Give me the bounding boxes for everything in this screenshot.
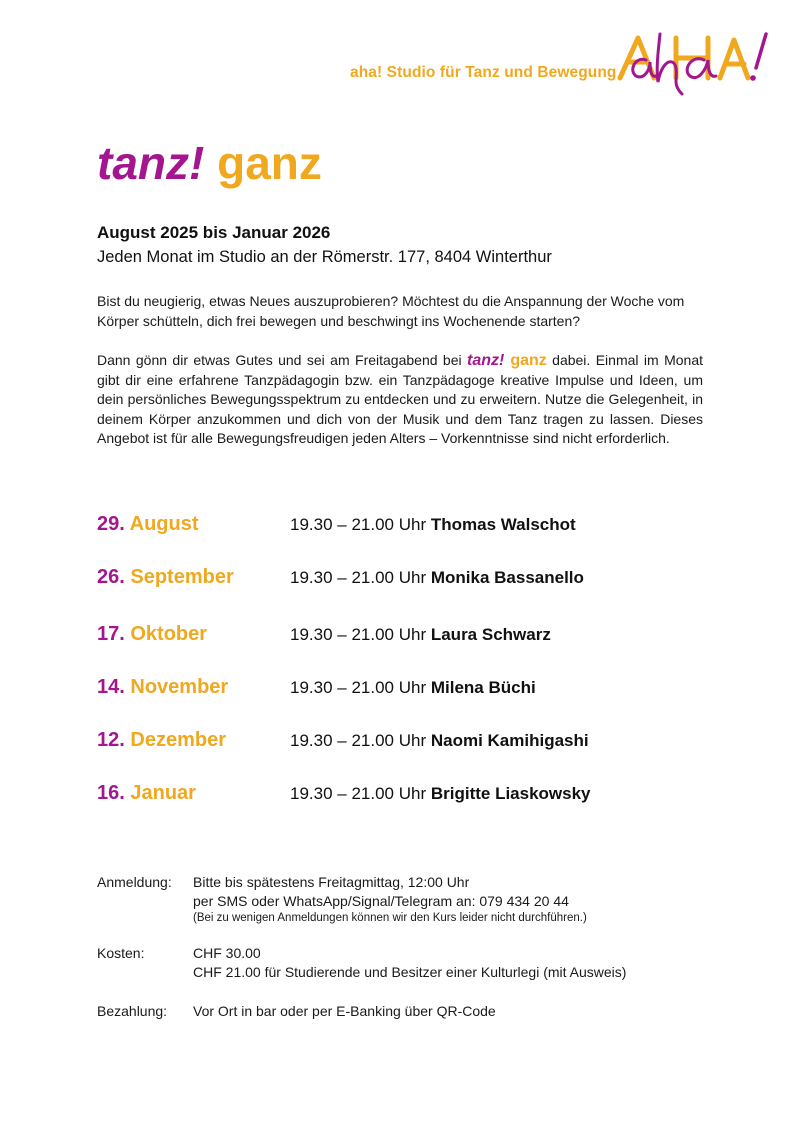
payment-label: Bezahlung: [97,1003,168,1019]
schedule-row [97,729,717,755]
title-part-tanz: tanz! [97,137,205,189]
schedule-day: 29. [97,513,125,535]
schedule-time-range: 19.30 – 21.00 Uhr [290,568,427,587]
schedule-date [97,676,228,699]
costs-reduced: CHF 21.00 für Studierende und Besitzer einer Kulturlegi (mit Ausweis) [193,964,627,980]
aha-logo [616,30,772,98]
registration-contact: per SMS oder WhatsApp/Signal/Telegram an: 079 434 20 44 [193,893,569,909]
schedule-date [97,623,207,646]
schedule-month: August [129,513,199,535]
period: August 2025 bis Januar 2026 [97,223,331,242]
schedule-month: November [130,676,229,698]
costs-regular: CHF 30.00 [193,945,261,961]
schedule-day: 26. [97,566,125,588]
schedule-row [97,513,717,539]
schedule-time [290,515,576,535]
schedule-day: 12. [97,729,125,751]
description-text-after: dabei. Einmal im Monat gibt dir eine erfahrene Tanzpädagogin bzw. ein Tanzpädagoge kreative Impulse und Ideen, um dein persönliches Bewegungsspektrum zu entdecken und zu erweitern. Nutze die Gelegenheit, in deinem Körper anzukommen und dich von der Musik und dem Tanz tragen zu lassen. Dieses Angebot ist für alle Bewegungsfreudigen jeden Alters – Vorkenntnisse sind nicht erforderlich. [97,352,703,447]
schedule-teacher: Laura Schwarz [430,625,551,644]
schedule-day: 17. [97,623,125,645]
title-part-ganz: ganz [217,137,322,189]
schedule-teacher: Brigitte Liaskowsky [430,784,591,803]
inline-brand-tanz: tanz! [467,352,505,369]
schedule-teacher: Thomas Walschot [430,515,576,534]
schedule-date [97,566,234,589]
registration-note: (Bei zu wenigen Anmeldungen können wir den Kurs leider nicht durchführen.) [193,912,587,924]
schedule-month: Oktober [130,623,208,645]
inline-brand [467,352,547,369]
studio-name: aha! Studio für Tanz und Bewegung [350,64,617,81]
schedule-month: September [130,566,234,588]
schedule-day: 14. [97,676,125,698]
registration-label: Anmeldung: [97,874,172,890]
schedule-time [290,625,551,645]
schedule-date [97,729,226,752]
schedule-time-range: 19.30 – 21.00 Uhr [290,784,427,803]
schedule-date [97,513,199,536]
schedule-teacher: Naomi Kamihigashi [430,731,589,750]
intro-paragraph: Bist du neugierig, etwas Neues auszuprobieren? Möchtest du die Anspannung der Woche vom Körper schütteln, dich frei bewegen und beschwingt ins Wochenende starten? [97,293,685,329]
schedule-month: Januar [130,782,196,804]
schedule-time [290,784,591,804]
schedule-time-range: 19.30 – 21.00 Uhr [290,515,427,534]
schedule-date [97,782,196,805]
schedule-time [290,731,589,751]
inline-brand-ganz: ganz [510,352,547,369]
venue: Jeden Monat im Studio an der Römerstr. 177, 8404 Winterthur [97,248,552,266]
schedule-row [97,782,717,808]
payment-method: Vor Ort in bar oder per E-Banking über QR-Code [193,1003,496,1019]
schedule-time-range: 19.30 – 21.00 Uhr [290,678,427,697]
page-title [97,137,322,189]
costs-label: Kosten: [97,945,145,961]
schedule-row [97,623,717,649]
schedule-day: 16. [97,782,125,804]
schedule-time [290,568,584,588]
schedule-month: Dezember [130,729,226,751]
description-paragraph [97,351,703,449]
schedule-row [97,566,717,592]
schedule-time-range: 19.30 – 21.00 Uhr [290,731,427,750]
schedule-teacher: Milena Büchi [430,678,536,697]
schedule-time-range: 19.30 – 21.00 Uhr [290,625,427,644]
schedule-time [290,678,536,698]
description-text-before: Dann gönn dir etwas Gutes und sei am Freitagabend bei [97,352,468,368]
registration-deadline: Bitte bis spätestens Freitagmittag, 12:00 Uhr [193,874,470,890]
schedule-teacher: Monika Bassanello [430,568,584,587]
schedule-row [97,676,717,702]
